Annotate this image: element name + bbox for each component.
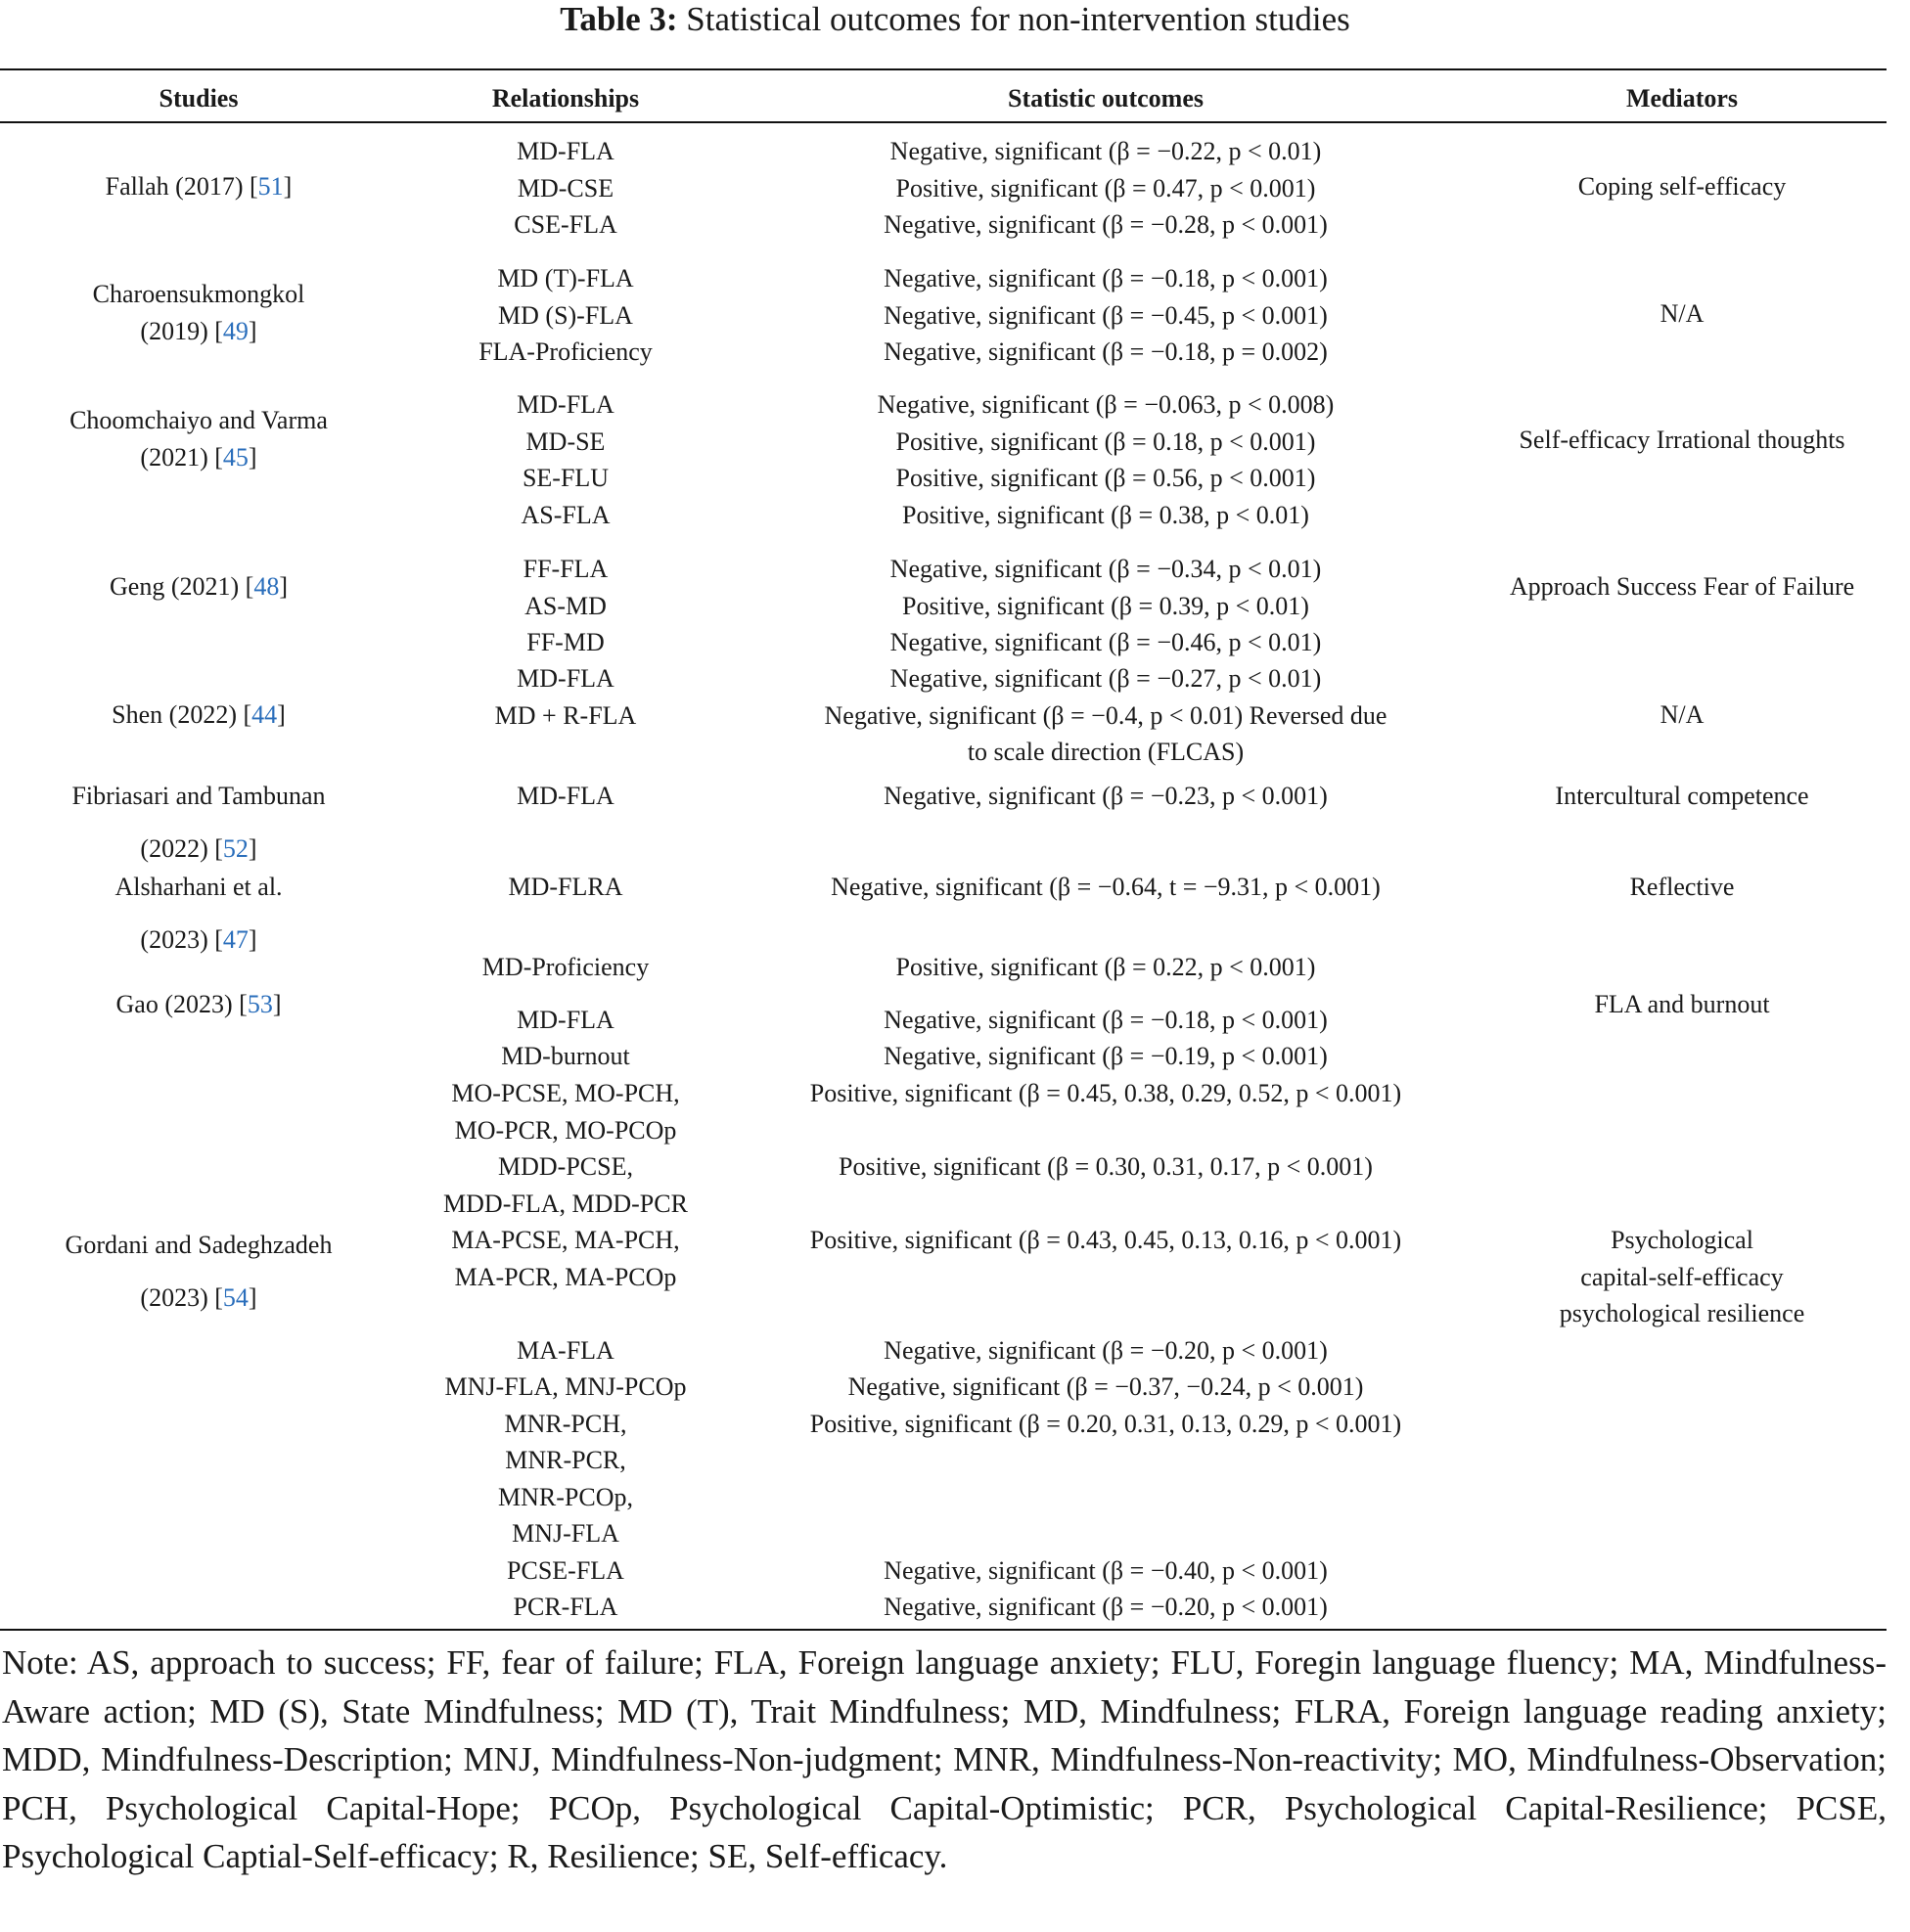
relationship: MD + R-FLA: [494, 700, 637, 730]
relationship: MO-PCR, MO-PCOp: [454, 1115, 677, 1145]
outcome: Positive, significant (β = 0.43, 0.45, 0.13, 0.16, p < 0.001): [809, 1226, 1402, 1254]
mediator: Approach Success Fear of Failure: [1509, 572, 1855, 601]
study-year: (2023) [: [140, 925, 223, 954]
mediator: FLA and burnout: [1594, 990, 1770, 1018]
relationships-cell: [397, 551, 734, 661]
outcome: Negative, significant (β = −0.27, p < 0.01): [889, 664, 1322, 693]
relationship: PCSE-FLA: [507, 1555, 624, 1585]
table-title-label: Table 3:: [560, 0, 678, 38]
table-note: Note: AS, approach to success; FF, fear of failure; FLA, Foreign language anxiety; FLU, Foregin language fluency; MA, Mindfulness-Aware action; MD (S), State Mindfulness; MD (T), Trait Mindfulness; MD, Mindfulness; FLRA, Foreign language reading anxiety; MDD, Mindfulness-Description; MNJ, Mindfulness-Non-judgment; MNR, Mindfulness-Non-reactivity; MO, Mindfulness-Observation; PCH, Psychological Capital-Hope; PCOp, Psychological Capital-Optimistic; PCR, Psychological Capital-Resilience; PCSE, Psychological Captial-Self-efficacy; R, Resilience; SE, Self-efficacy.: [2, 1643, 1887, 1875]
outcomes-cell: [734, 386, 1478, 533]
mediator: Self-efficacy Irrational thoughts: [1519, 426, 1845, 454]
outcome: Positive, significant (β = 0.18, p < 0.001): [895, 427, 1316, 456]
study-name: Gao (2023) [: [115, 990, 248, 1018]
relationship: MDD-FLA, MDD-PCR: [443, 1189, 688, 1218]
outcome: Negative, significant (β = −0.18, p < 0.001): [884, 1005, 1328, 1034]
mediators-cell: [1478, 986, 1887, 1023]
relationship: MD-FLRA: [508, 873, 623, 901]
relationship: FF-FLA: [523, 555, 609, 583]
outcome: Positive, significant (β = 0.20, 0.31, 0.13, 0.29, p < 0.001): [809, 1409, 1402, 1438]
outcome: Positive, significant (β = 0.45, 0.38, 0.29, 0.52, p < 0.001): [809, 1079, 1402, 1107]
reference-link[interactable]: 52: [222, 834, 249, 863]
relationship: MNJ-FLA, MNJ-PCOp: [444, 1372, 687, 1401]
relationship: AS-FLA: [521, 500, 611, 529]
relationships-cell: [397, 260, 734, 371]
header-mediators: Mediators: [1625, 84, 1739, 112]
reference-link[interactable]: 54: [222, 1283, 249, 1312]
study-year: (2021) [: [140, 442, 223, 472]
relationships-cell: [397, 386, 734, 533]
relationship: CSE-FLA: [514, 210, 617, 239]
mediator: capital-self-efficacy: [1580, 1262, 1784, 1291]
header-relationships: Relationships: [491, 84, 640, 112]
mediators-cell: [1478, 422, 1887, 459]
outcome: Negative, significant (β = −0.46, p < 0.01): [889, 628, 1322, 656]
header-statistic-outcomes: Statistic outcomes: [1007, 84, 1204, 112]
outcome: Negative, significant (β = −0.40, p < 0.001): [884, 1555, 1328, 1585]
outcomes-cell: [734, 133, 1478, 244]
outcome: Negative, significant (β = −0.18, p < 0.001): [884, 264, 1328, 292]
relationships-cell: [397, 1075, 734, 1626]
relationships-cell: [397, 778, 734, 815]
relationship: FF-MD: [526, 628, 605, 656]
bracket: ]: [248, 1283, 257, 1312]
relationship: MNR-PCR,: [505, 1446, 626, 1474]
table-top-rule: [0, 68, 1887, 70]
study-name: Fibriasari and Tambunan: [71, 782, 326, 810]
bracket: ]: [272, 990, 282, 1018]
mediators-cell: [1478, 778, 1887, 815]
relationship: MNR-PCH,: [504, 1409, 627, 1438]
relationship: MA-FLA: [517, 1335, 614, 1365]
mediator: Reflective: [1629, 873, 1735, 901]
outcomes-cell: [734, 260, 1478, 371]
relationship: MD-FLA: [517, 664, 614, 693]
mediator: psychological resilience: [1559, 1299, 1805, 1327]
relationship: MNR-PCOp,: [498, 1482, 633, 1511]
outcome: Negative, significant (β = −0.19, p < 0.001): [884, 1042, 1328, 1070]
outcome: Positive, significant (β = 0.56, p < 0.001): [895, 464, 1316, 492]
outcome: Positive, significant (β = 0.39, p < 0.01): [902, 591, 1309, 620]
outcome: Positive, significant (β = 0.30, 0.31, 0.17, p < 0.001): [839, 1152, 1373, 1181]
relationship: PCR-FLA: [513, 1593, 618, 1621]
outcome: Negative, significant (β = −0.22, p < 0.01): [889, 137, 1322, 165]
outcome: to scale direction (FLCAS): [967, 738, 1245, 766]
relationship: MD (S)-FLA: [498, 300, 633, 330]
study-cell: [0, 861, 397, 966]
study-cell: [0, 696, 397, 734]
relationship: MO-PCSE, MO-PCH,: [451, 1079, 680, 1107]
outcomes-cell: [734, 551, 1478, 661]
outcome: Negative, significant (β = −0.64, t = −9.31, p < 0.001): [831, 873, 1381, 901]
bracket: ]: [248, 925, 257, 954]
study-cell: [0, 168, 397, 205]
outcomes-cell: [734, 869, 1478, 906]
relationships-cell: [397, 949, 734, 1075]
relationship: MD-Proficiency: [481, 953, 650, 981]
study-name: Shen (2022) [: [112, 700, 252, 729]
bracket: ]: [248, 316, 257, 345]
reference-link[interactable]: 48: [253, 572, 280, 601]
relationship: MA-PCR, MA-PCOp: [454, 1262, 677, 1291]
outcome: Negative, significant (β = −0.34, p < 0.01): [889, 555, 1322, 583]
mediators-cell: [1478, 168, 1887, 205]
relationship: MD-SE: [525, 427, 606, 456]
bracket: ]: [248, 442, 257, 472]
outcome: Positive, significant (β = 0.22, p < 0.001): [895, 953, 1316, 981]
outcome: Negative, significant (β = −0.37, −0.24, p < 0.001): [847, 1372, 1364, 1401]
outcome: Negative, significant (β = −0.20, p < 0.001): [884, 1593, 1328, 1621]
outcomes-cell: [734, 949, 1478, 1075]
mediator: Intercultural competence: [1555, 782, 1809, 810]
table-title: [0, 0, 1910, 39]
reference-link[interactable]: 47: [222, 925, 249, 954]
relationship: MDD-PCSE,: [498, 1152, 633, 1181]
relationships-cell: [397, 869, 734, 906]
mediators-cell: [1478, 869, 1887, 906]
relationship: MD-FLA: [517, 137, 614, 165]
outcome: Negative, significant (β = −0.23, p < 0.001): [884, 782, 1328, 810]
reference-link[interactable]: 53: [247, 990, 273, 1018]
outcome: Negative, significant (β = −0.063, p < 0.008): [877, 390, 1335, 419]
bracket: ]: [277, 700, 286, 729]
outcome: Positive, significant (β = 0.38, p < 0.01): [902, 500, 1309, 529]
relationship: MD-FLA: [517, 390, 614, 419]
table-bottom-rule: [0, 1629, 1887, 1631]
relationships-cell: [397, 133, 734, 244]
table-title-text: Statistical outcomes for non-intervention studies: [686, 0, 1350, 38]
study-cell: [0, 986, 397, 1023]
mediators-cell: [1478, 295, 1887, 333]
relationship: MNJ-FLA: [512, 1519, 619, 1548]
outcomes-cell: [734, 660, 1478, 771]
outcome: Negative, significant (β = −0.45, p < 0.001): [884, 300, 1328, 330]
study-name: Geng (2021) [: [110, 572, 254, 601]
outcomes-cell: [734, 778, 1478, 815]
relationship: MD-CSE: [517, 173, 614, 202]
outcome: Negative, significant (β = −0.4, p < 0.01) Reversed due: [824, 700, 1387, 730]
study-cell: [0, 770, 397, 876]
study-cell: [0, 568, 397, 606]
mediator: N/A: [1660, 700, 1705, 729]
relationship: SE-FLU: [522, 464, 610, 492]
outcome: Negative, significant (β = −0.18, p = 0.002): [884, 337, 1328, 366]
mediators-cell: [1478, 1222, 1887, 1332]
bracket: ]: [248, 834, 257, 863]
bracket: ]: [283, 172, 293, 201]
mediators-cell: [1478, 568, 1887, 606]
bracket: ]: [279, 572, 288, 601]
mediator: Coping self-efficacy: [1577, 172, 1787, 201]
study-year: (2023) [: [140, 1283, 223, 1312]
study-name: Fallah (2017) [: [105, 172, 258, 201]
relationship: AS-MD: [524, 591, 607, 620]
study-name: Choomchaiyo and Varma: [69, 406, 328, 434]
study-cell: [0, 402, 397, 475]
reference-link[interactable]: 45: [222, 442, 249, 472]
relationship: FLA-Proficiency: [478, 337, 653, 366]
study-name: Alsharhani et al.: [114, 873, 283, 901]
relationship: MA-PCSE, MA-PCH,: [451, 1226, 680, 1254]
table-header-rule: [0, 121, 1887, 123]
mediator: Psychological: [1611, 1226, 1753, 1254]
outcomes-cell: [734, 1075, 1478, 1626]
study-cell: [0, 276, 397, 349]
relationships-cell: [397, 660, 734, 734]
outcome: Positive, significant (β = 0.47, p < 0.001): [895, 173, 1316, 202]
study-cell: [0, 1219, 397, 1325]
reference-link[interactable]: 49: [222, 316, 249, 345]
header-studies: Studies: [159, 84, 239, 112]
study-name: Charoensukmongkol: [92, 280, 305, 308]
study-year: (2019) [: [140, 316, 223, 345]
mediator: N/A: [1660, 299, 1705, 328]
relationship: MD-FLA: [517, 782, 614, 810]
mediators-cell: [1478, 696, 1887, 734]
study-year: (2022) [: [140, 834, 223, 863]
study-name: Gordani and Sadeghzadeh: [65, 1231, 333, 1259]
relationship: MD-burnout: [501, 1042, 630, 1070]
relationship: MD (T)-FLA: [497, 264, 634, 292]
outcome: Negative, significant (β = −0.28, p < 0.001): [884, 210, 1328, 239]
reference-link[interactable]: 51: [257, 172, 284, 201]
reference-link[interactable]: 44: [251, 700, 278, 729]
relationship: MD-FLA: [517, 1005, 614, 1034]
outcome: Negative, significant (β = −0.20, p < 0.001): [884, 1335, 1328, 1365]
